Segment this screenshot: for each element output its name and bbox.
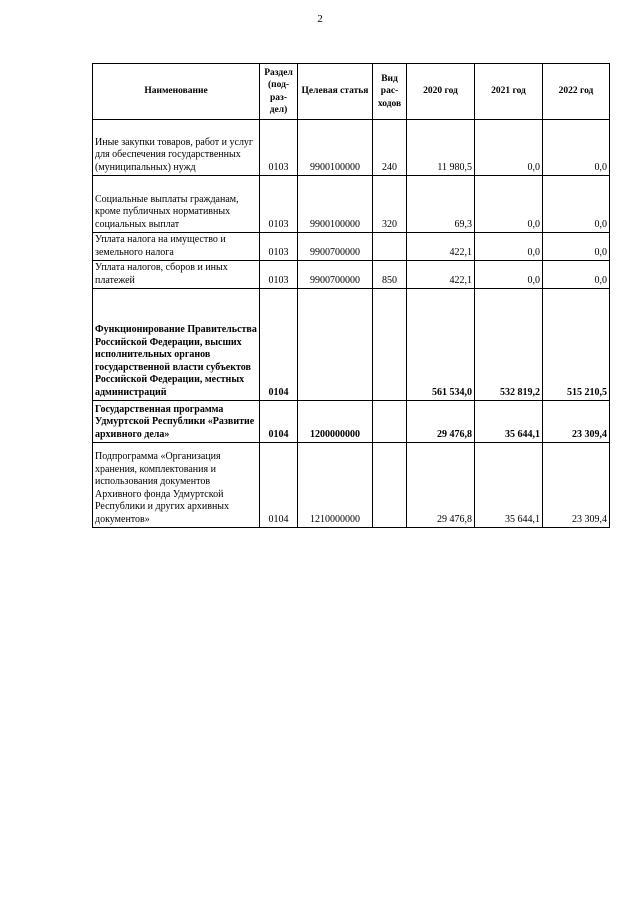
row-type: [373, 233, 407, 261]
table-row: [93, 176, 610, 233]
table-row: [93, 233, 610, 261]
table-row: [93, 443, 610, 528]
table-row: [93, 120, 610, 176]
row-section: 0104: [260, 443, 298, 528]
row-2022: 515 210,5: [543, 289, 610, 401]
row-2022: 0,0: [543, 176, 610, 233]
row-target: 9900100000: [298, 176, 373, 233]
row-section: 0103: [260, 120, 298, 176]
row-section: 0103: [260, 233, 298, 261]
row-type: [373, 443, 407, 528]
row-section: 0104: [260, 289, 298, 401]
row-target: [298, 289, 373, 401]
header-2022: 2022 год: [543, 64, 610, 120]
table-row: [93, 289, 610, 401]
row-section: 0103: [260, 261, 298, 289]
row-2020: 29 476,8: [407, 443, 475, 528]
row-name: Государственная программа Удмуртской Республики «Развитие архивного дела»: [93, 401, 260, 443]
row-target: 1210000000: [298, 443, 373, 528]
row-section: 0104: [260, 401, 298, 443]
table-header-row: [93, 64, 610, 120]
row-target: 9900700000: [298, 233, 373, 261]
row-2020: 69,3: [407, 176, 475, 233]
header-type: Вид рас-ходов: [373, 64, 407, 120]
row-2021: 0,0: [475, 233, 543, 261]
row-name: Социальные выплаты гражданам, кроме публичных нормативных социальных выплат: [93, 176, 260, 233]
row-2020: 422,1: [407, 261, 475, 289]
row-2021: 532 819,2: [475, 289, 543, 401]
row-2021: 35 644,1: [475, 401, 543, 443]
row-2022: 23 309,4: [543, 443, 610, 528]
row-2020: 422,1: [407, 233, 475, 261]
row-2020: 561 534,0: [407, 289, 475, 401]
header-name: Наименование: [93, 64, 260, 120]
row-type: [373, 401, 407, 443]
row-type: 850: [373, 261, 407, 289]
row-2021: 0,0: [475, 120, 543, 176]
row-2022: 0,0: [543, 261, 610, 289]
row-name: Подпрограмма «Организация хранения, комплектования и использования документов Архивного фонда Удмуртской Республики и других архивных документов»: [93, 443, 260, 528]
row-2021: 35 644,1: [475, 443, 543, 528]
row-2020: 29 476,8: [407, 401, 475, 443]
row-name: Уплата налогов, сборов и иных платежей: [93, 261, 260, 289]
header-2020: 2020 год: [407, 64, 475, 120]
header-section: Раздел (под-раз-дел): [260, 64, 298, 120]
row-target: 9900700000: [298, 261, 373, 289]
budget-table: [92, 63, 610, 528]
row-2022: 0,0: [543, 233, 610, 261]
table-row: [93, 401, 610, 443]
header-2021: 2021 год: [475, 64, 543, 120]
row-name: Уплата налога на имущество и земельного налога: [93, 233, 260, 261]
table-row: [93, 261, 610, 289]
row-type: 240: [373, 120, 407, 176]
row-2022: 23 309,4: [543, 401, 610, 443]
row-2020: 11 980,5: [407, 120, 475, 176]
header-target: Целевая статья: [298, 64, 373, 120]
page-number: 2: [317, 13, 323, 25]
row-name: Функционирование Правительства Российской Федерации, высших исполнительных органов государственной власти субъектов Российской Федерации, местных администраций: [93, 289, 260, 401]
row-type: 320: [373, 176, 407, 233]
row-target: 1200000000: [298, 401, 373, 443]
row-target: 9900100000: [298, 120, 373, 176]
row-type: [373, 289, 407, 401]
row-name: Иные закупки товаров, работ и услуг для обеспечения государственных (муниципальных) нужд: [93, 120, 260, 176]
row-2021: 0,0: [475, 176, 543, 233]
row-section: 0103: [260, 176, 298, 233]
row-2022: 0,0: [543, 120, 610, 176]
row-2021: 0,0: [475, 261, 543, 289]
